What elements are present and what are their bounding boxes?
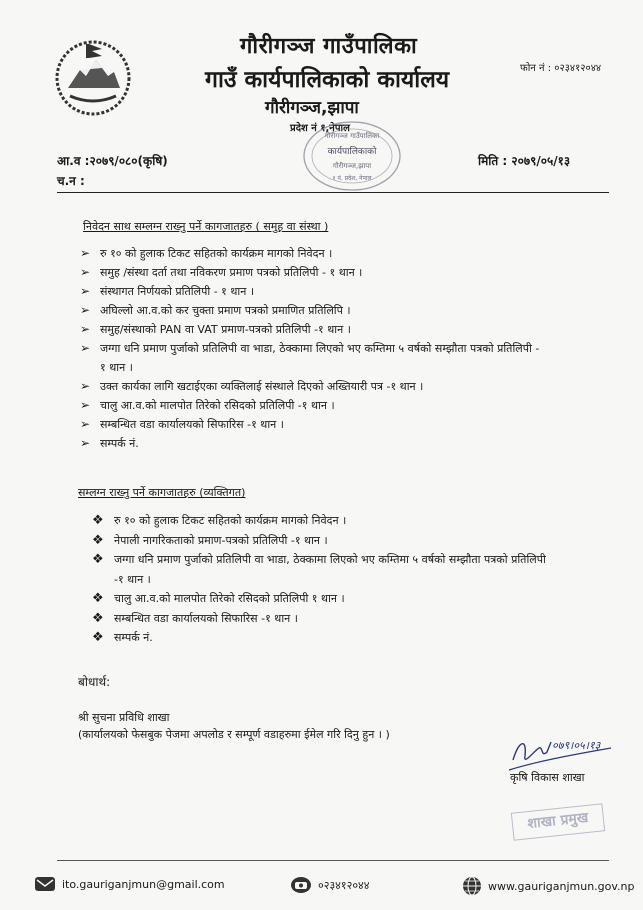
seal-text-4: १ नं. प्रदेश, नेपाल	[332, 175, 372, 182]
telephone-icon	[290, 876, 312, 894]
list-item: ➢ अघिल्लो आ.व.को कर चुक्ता प्रमाण पत्रको प्रमाणित प्रतिलिपि ।	[78, 301, 548, 320]
section2-list	[88, 511, 548, 648]
list-item: ❖ सम्बन्धित वडा कार्यालयको सिफारिस -१ थान ।	[88, 609, 548, 629]
arrow-bullet-icon: ➢	[80, 322, 91, 336]
office-name: गाउँ कार्यपालिकाको कार्यालय	[205, 67, 450, 93]
list-item: ➢ सम्बन्धित वडा कार्यालयको सिफारिस -१ थान ।	[78, 415, 548, 434]
list-item: ➢ संस्थागत निर्णयको प्रतिलिपी - १ थान ।	[78, 282, 548, 301]
diamond-bullet-icon: ❖	[92, 610, 104, 626]
arrow-bullet-icon: ➢	[80, 436, 91, 450]
diamond-bullet-icon: ❖	[92, 591, 104, 606]
list-item: ➢ समुह /संस्था दर्ता तथा नविकरण प्रमाण पत्रको प्रतिलिपी - १ थान ।	[78, 263, 548, 282]
globe-icon	[462, 876, 482, 896]
list-item: ❖ चालु आ.व.को मालपोत तिरेको रसिदको प्रतिलिपी १ थान ।	[88, 589, 548, 609]
footer-phone	[290, 876, 369, 894]
list-item: ➢ चालु आ.व.को मालपोत तिरेको रसिदको प्रतिलिपी -१ थान ।	[78, 396, 548, 415]
diamond-bullet-icon: ❖	[92, 552, 104, 567]
diamond-bullet-icon: ❖	[92, 513, 104, 528]
arrow-bullet-icon: ➢	[80, 246, 91, 260]
municipality-name: गौरीगञ्ज गाउँपालिका	[240, 34, 418, 59]
list-item: ➢ उक्त कार्यका लागि खटाईएका व्यक्तिलाई संस्थाले दिएको अख्तियारी पत्र -१ थान ।	[78, 377, 548, 396]
arrow-bullet-icon: ➢	[80, 398, 91, 412]
cc-note: (कार्यालयको फेसबुक पेजमा अपलोड र सम्पूर्ण वडाहरुमा ईमेल गरि दिनु हुन । )	[78, 728, 390, 741]
letter-date: मिति : २०७९/०५/१३	[478, 154, 571, 168]
header-divider	[57, 192, 609, 193]
list-item: ➢ रु १० को हुलाक टिकट सहितको कार्यक्रम मागको निवेदन ।	[78, 244, 548, 263]
office-phone: फोन नं : ०२३४१२०४४	[520, 63, 602, 74]
branch-name: कृषि विकास शाखा	[510, 771, 585, 784]
fiscal-year: आ.व :२०७९/०८०(कृषि)	[57, 154, 168, 168]
office-province: प्रदेश नं १,नेपाल	[290, 123, 350, 134]
seal-text-2: कार्यपालिकाको	[327, 147, 377, 157]
list-item: ❖ सम्पर्क नं.	[88, 628, 548, 648]
footer-website	[462, 876, 634, 896]
arrow-bullet-icon: ➢	[80, 341, 91, 355]
arrow-bullet-icon: ➢	[80, 417, 91, 431]
envelope-icon	[34, 876, 56, 892]
section2-heading: सम्लग्न राख्नु पर्ने कागजातहरु (व्यक्तिगत)	[78, 486, 246, 499]
arrow-bullet-icon: ➢	[80, 379, 91, 393]
nepal-emblem-logo	[50, 32, 136, 118]
footer-email	[34, 876, 225, 892]
footer-divider	[57, 860, 609, 861]
section-head-stamp	[511, 803, 605, 840]
arrow-bullet-icon: ➢	[80, 265, 91, 279]
cc-recipient: श्री सुचना प्रविधि शाखा	[78, 711, 170, 724]
footer-website-text[interactable]: www.gauriganjmun.gov.np	[488, 879, 635, 893]
list-item: ➢ समुह/संस्थाको PAN वा VAT प्रमाण-पत्रको प्रतिलिपी -१ थान ।	[78, 320, 548, 339]
list-item: ❖ जग्गा धनि प्रमाण पुर्जाको प्रतिलिपी वा भाडा, ठेक्कामा लिएको भए कम्तिमा ५ वर्षको सम्झौता पत्रको प्रतिलिपी -१ थान ।	[92, 552, 546, 586]
footer-email-text[interactable]: ito.gauriganjmun@gmail.com	[62, 877, 225, 891]
list-item: ❖ नेपाली नागरिकताको प्रमाण-पत्रको प्रतिलिपी -१ थान ।	[88, 531, 548, 551]
arrow-bullet-icon: ➢	[80, 303, 91, 317]
office-place: गौरीगञ्ज,झापा	[265, 98, 359, 118]
list-item: ➢ जग्गा धनि प्रमाण पुर्जाको प्रतिलिपी वा भाडा, ठेक्कामा लिएको भए कम्तिमा ५ वर्षको सम्झौता पत्रको प्रतिलिपी - १ थान ।	[80, 341, 540, 374]
section1-list	[78, 244, 548, 453]
seal-text-3: गौरीगञ्ज,झापा	[332, 162, 372, 170]
section1-heading: निवेदन साथ सम्लग्न राख्नु पर्ने कागजातहरु ( समुह वा संस्था )	[83, 220, 329, 233]
list-item: ❖ रु १० को हुलाक टिकट सहितको कार्यक्रम मागको निवेदन ।	[88, 511, 548, 531]
diamond-bullet-icon: ❖	[92, 630, 104, 645]
office-seal-stamp	[298, 118, 406, 196]
cc-label: बोधार्थ:	[78, 675, 111, 689]
seal-text-1: गौरीगञ्ज गाउँपालिका	[324, 132, 380, 140]
dispatch-number: च.न :	[57, 174, 85, 188]
handwritten-date: ०७९।०५।१३	[552, 739, 601, 752]
footer-phone-text: ०२३४१२०४४	[318, 878, 370, 892]
diamond-bullet-icon: ❖	[92, 532, 104, 548]
arrow-bullet-icon: ➢	[80, 284, 91, 298]
list-item: ➢ सम्पर्क नं.	[78, 434, 548, 453]
stamp-text: शाखा प्रमुख	[526, 809, 590, 833]
